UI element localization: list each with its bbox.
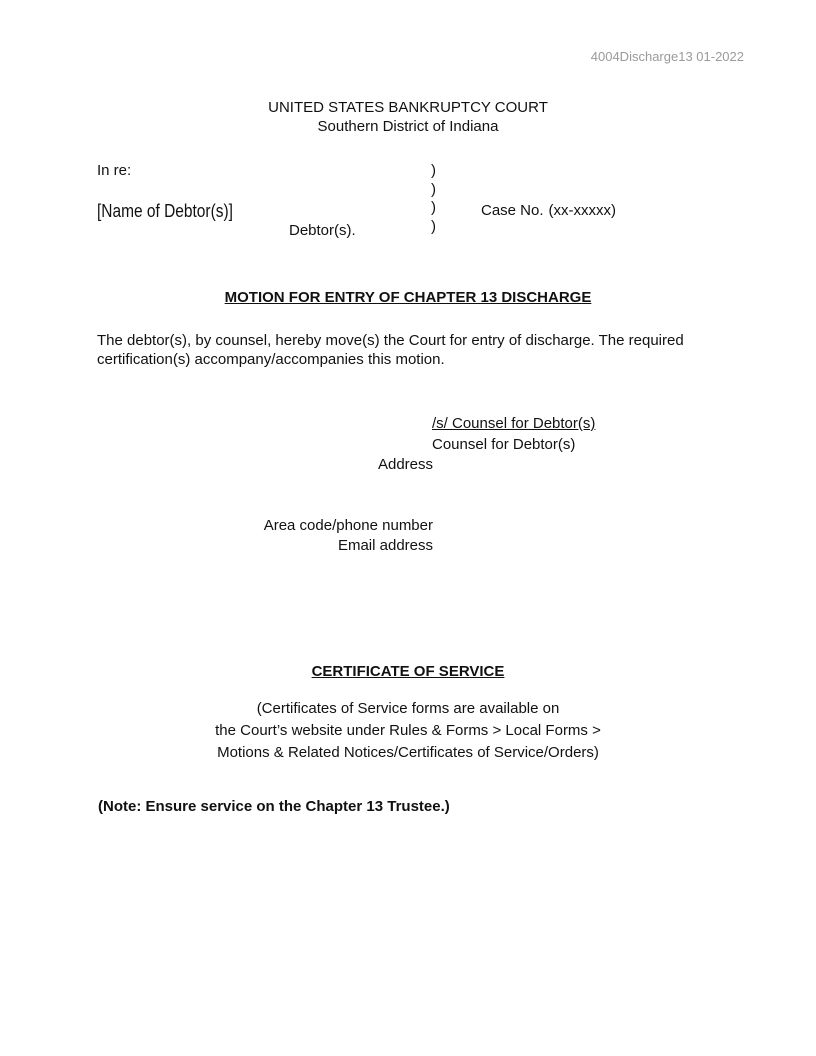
court-heading [0, 98, 816, 136]
case-number-label: Case No. [481, 202, 544, 219]
certificate-title: CERTIFICATE OF SERVICE [311, 663, 505, 680]
motion-title: MOTION FOR ENTRY OF CHAPTER 13 DISCHARGE [224, 289, 592, 306]
phone-label: Area code/phone number [263, 517, 433, 534]
form-identifier: 4004Discharge13 01-2022 [590, 49, 744, 64]
debtor-name-placeholder: [Name of Debtor(s)] [97, 201, 233, 221]
certificate-note-line: the Court’s website under Rules & Forms > Local Forms > [215, 722, 601, 739]
trustee-note: (Note: Ensure service on the Chapter 13 Trustee.) [98, 798, 450, 815]
caption-paren: ) [431, 199, 436, 216]
caption-divider [431, 162, 436, 236]
in-re-label: In re: [97, 162, 132, 179]
certificate-note-line: (Certificates of Service forms are available on [256, 700, 560, 717]
signature-line: /s/ Counsel for Debtor(s) [432, 415, 596, 432]
caption-paren: ) [431, 217, 436, 235]
case-number [481, 202, 616, 219]
case-number-value: (xx-xxxxx) [548, 202, 617, 219]
court-name: UNITED STATES BANKRUPTCY COURT [268, 99, 548, 116]
email-label: Email address [337, 537, 433, 554]
certificate-note-line: Motions & Related Notices/Certificates of Service/Orders) [217, 744, 599, 761]
caption-paren: ) [431, 162, 436, 179]
address-label: Address [377, 456, 433, 473]
debtor-label: Debtor(s). [289, 222, 356, 239]
motion-body: The debtor(s), by counsel, hereby move(s) the Court for entry of discharge. The required certification(s) accompany/accompanies this motion. [97, 332, 684, 368]
counsel-name: Counsel for Debtor(s) [432, 436, 576, 453]
caption-paren: ) [431, 180, 436, 198]
court-district: Southern District of Indiana [317, 118, 499, 135]
certificate-note [0, 698, 816, 764]
